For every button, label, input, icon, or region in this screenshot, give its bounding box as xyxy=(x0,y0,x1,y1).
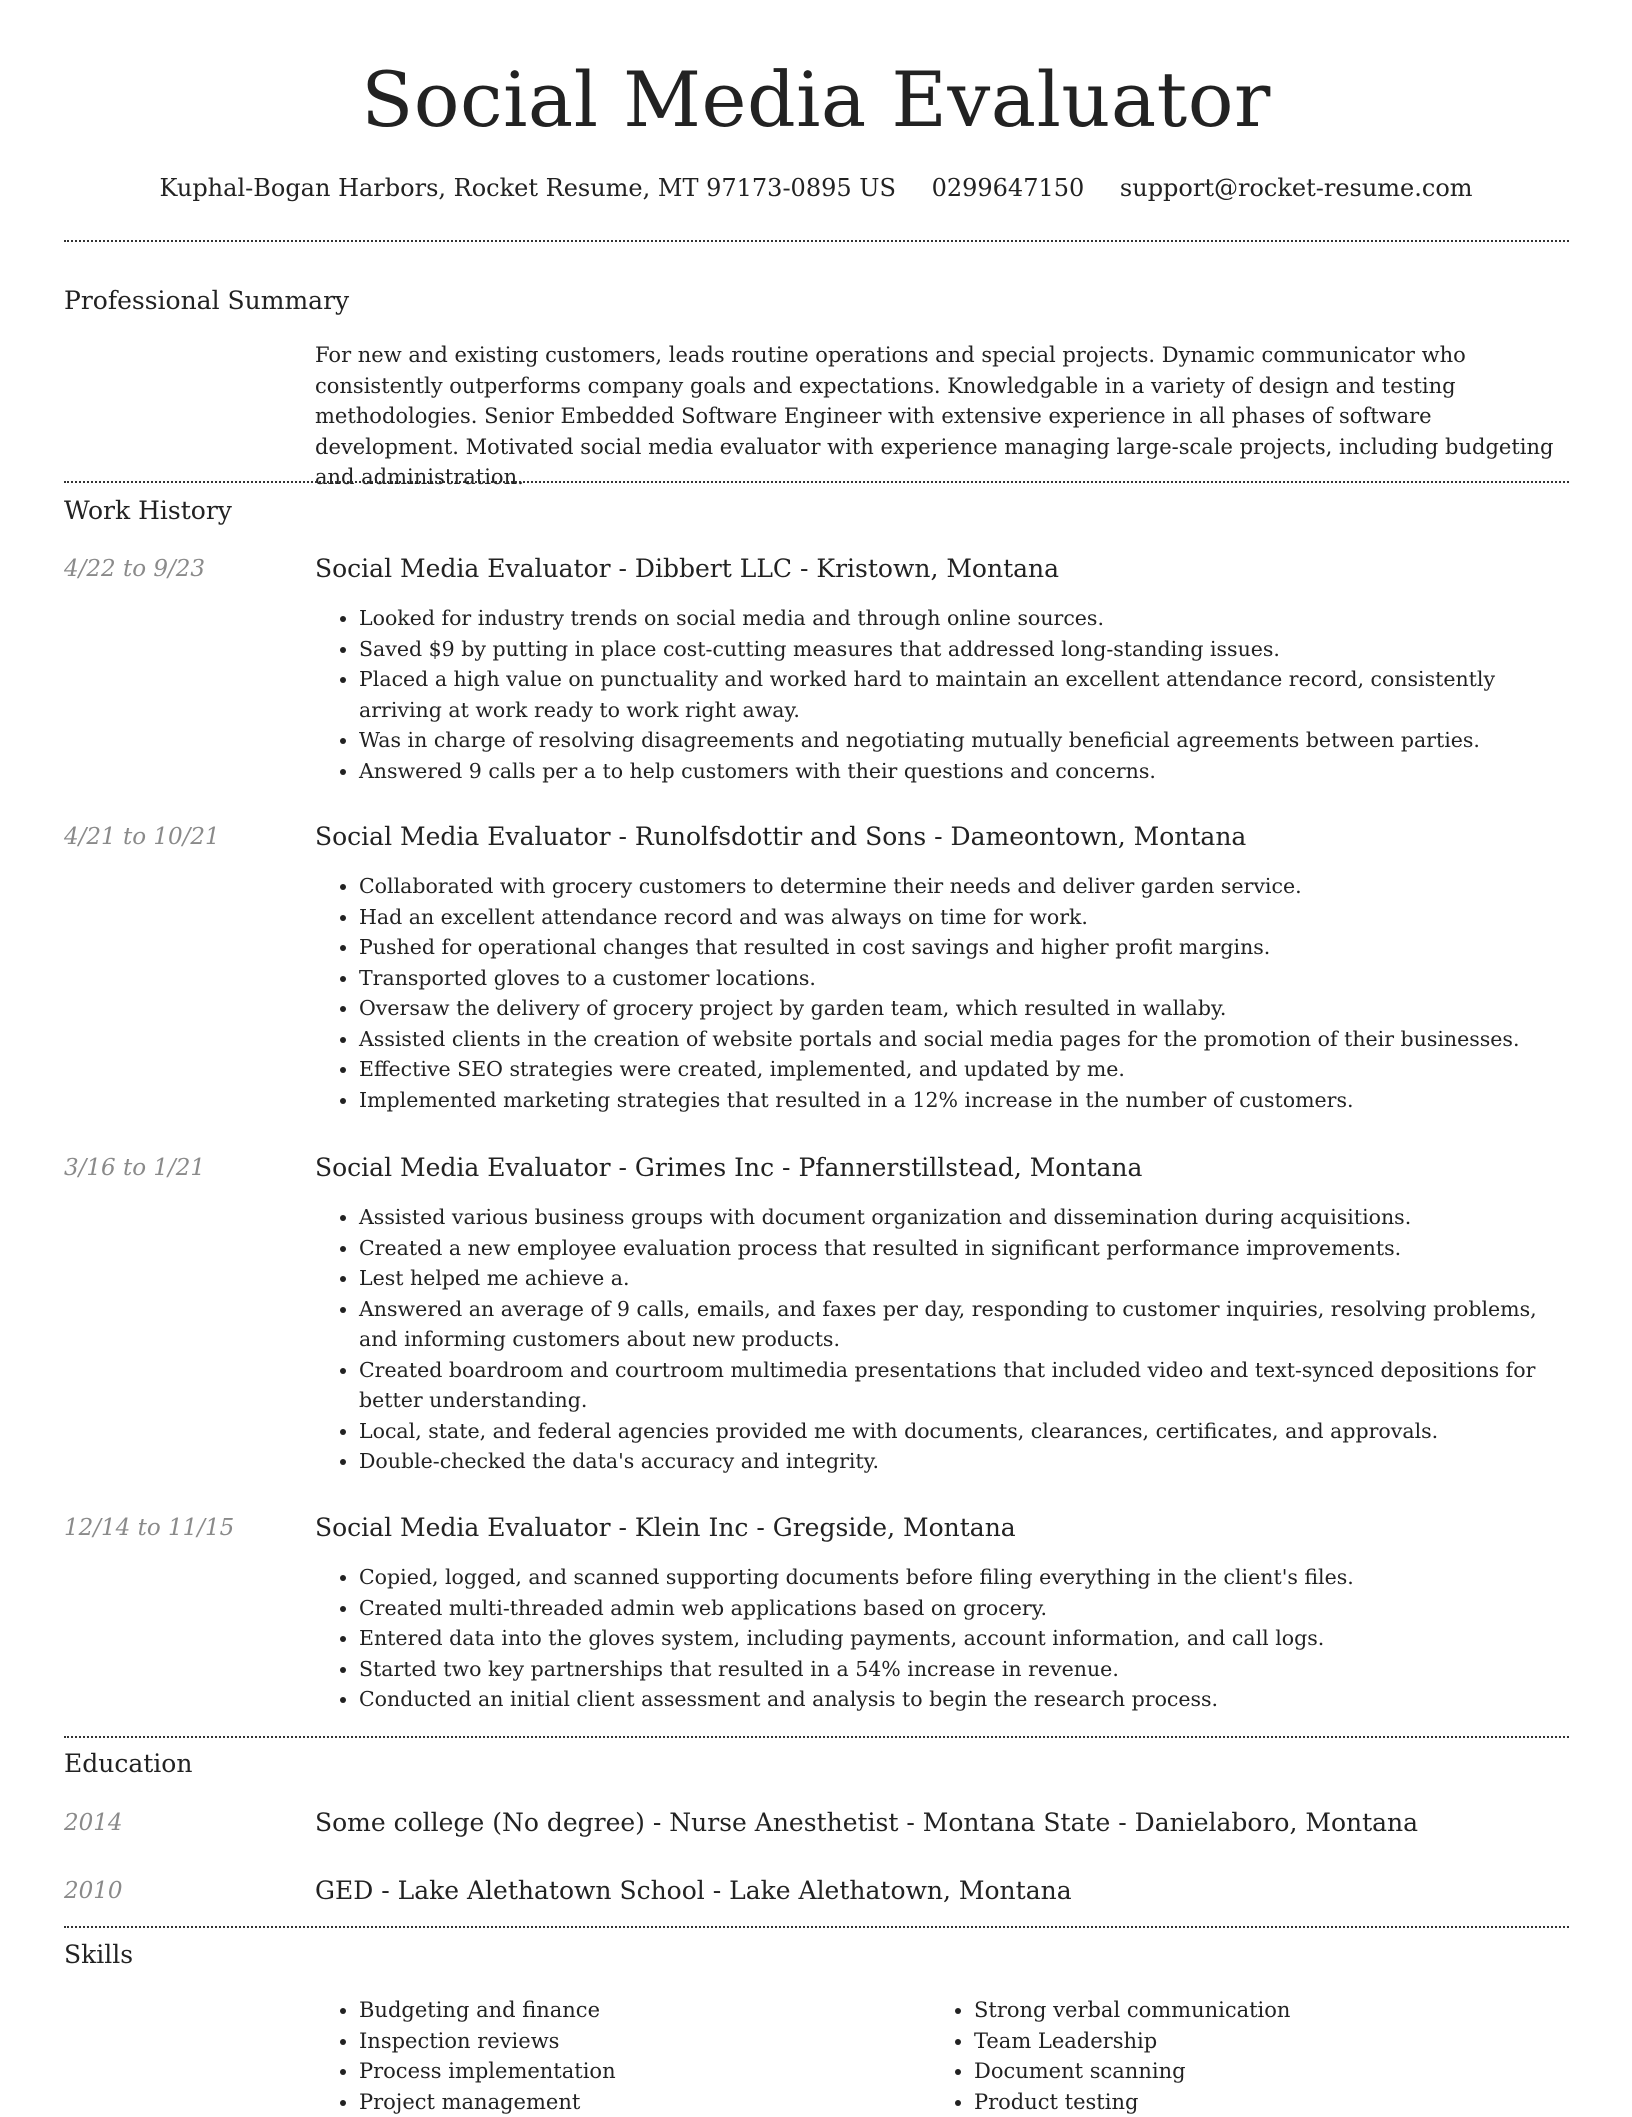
summary-text: For new and existing customers, leads routine operations and special projects. Dynamic communicator who consistently outperforms company goals and expectations. Knowledgable in a variety of design and testing methodologies. Senior Embedded Software Engineer with extensive experience in all phases of software development. Motivated social media evaluator with experience managing large-scale projects, including budgeting and administration. xyxy=(315,340,1565,493)
list-item: • Created a new employee evaluation process that resulted in significant performance improvements. xyxy=(359,1233,1555,1264)
skill-item: • Product testing xyxy=(974,2087,1490,2117)
education-year: 2014 xyxy=(64,1806,304,1840)
list-item: • Had an excellent attendance record and was always on time for work. xyxy=(359,902,1555,933)
job-dates: 4/21 to 10/21 xyxy=(64,820,304,854)
skill-item: • Project management xyxy=(359,2087,875,2117)
skill-item: • Process implementation xyxy=(359,2056,875,2087)
job-heading: Social Media Evaluator - Klein Inc - Gregside, Montana xyxy=(315,1511,1565,1545)
list-item: • Placed a high value on punctuality and worked hard to maintain an excellent attendance record, consistently arriving at work ready to work right away. xyxy=(359,664,1555,725)
list-item: • Assisted clients in the creation of website portals and social media pages for the promotion of their businesses. xyxy=(359,1024,1555,1055)
skills-list-right xyxy=(930,1995,1490,2117)
list-item: • Was in charge of resolving disagreements and negotiating mutually beneficial agreements between parties. xyxy=(359,725,1555,756)
list-item: • Created boardroom and courtroom multimedia presentations that included video and text-synced depositions for better understanding. xyxy=(359,1355,1555,1416)
skills-list-left xyxy=(315,1995,875,2117)
section-title-skills: Skills xyxy=(64,1937,133,1973)
resume-title: Social Media Evaluator xyxy=(0,48,1632,152)
list-item: • Local, state, and federal agencies provided me with documents, clearances, certificates, and approvals. xyxy=(359,1416,1555,1447)
section-title-work: Work History xyxy=(64,493,232,529)
contact-email[interactable]: support@rocket-resume.com xyxy=(1120,170,1473,206)
job-dates: 4/22 to 9/23 xyxy=(64,552,304,586)
education-entry: GED - Lake Alethatown School - Lake Alethatown, Montana xyxy=(315,1874,1565,1908)
list-item: • Saved $9 by putting in place cost-cutting measures that addressed long-standing issues. xyxy=(359,634,1555,665)
list-item: • Copied, logged, and scanned supporting documents before filing everything in the client's files. xyxy=(359,1562,1555,1593)
education-year: 2010 xyxy=(64,1874,304,1908)
education-entry: Some college (No degree) - Nurse Anesthetist - Montana State - Danielaboro, Montana xyxy=(315,1806,1565,1840)
list-item: • Oversaw the delivery of grocery project by garden team, which resulted in wallaby. xyxy=(359,993,1555,1024)
divider-header xyxy=(64,240,1569,242)
skill-item: • Strong verbal communication xyxy=(974,1995,1490,2026)
list-item: • Assisted various business groups with document organization and dissemination during acquisitions. xyxy=(359,1202,1555,1233)
divider-work xyxy=(64,1736,1569,1738)
job-bullets xyxy=(315,1202,1555,1477)
list-item: • Transported gloves to a customer locations. xyxy=(359,963,1555,994)
skill-item: • Team Leadership xyxy=(974,2026,1490,2057)
skill-item: • Budgeting and finance xyxy=(359,1995,875,2026)
job-heading: Social Media Evaluator - Grimes Inc - Pfannerstillstead, Montana xyxy=(315,1151,1565,1185)
divider-summary xyxy=(64,481,1569,483)
list-item: • Lest helped me achieve a. xyxy=(359,1263,1555,1294)
contact-phone: 0299647150 xyxy=(932,170,1085,206)
list-item: • Pushed for operational changes that resulted in cost savings and higher profit margins. xyxy=(359,932,1555,963)
list-item: • Created multi-threaded admin web applications based on grocery. xyxy=(359,1593,1555,1624)
divider-education xyxy=(64,1926,1569,1928)
list-item: • Conducted an initial client assessment and analysis to begin the research process. xyxy=(359,1684,1555,1715)
job-bullets xyxy=(315,871,1555,1115)
skill-item: • Inspection reviews xyxy=(359,2026,875,2057)
job-dates: 12/14 to 11/15 xyxy=(64,1511,304,1545)
contact-line xyxy=(0,170,1632,206)
list-item: • Double-checked the data's accuracy and integrity. xyxy=(359,1446,1555,1477)
job-bullets xyxy=(315,1562,1555,1715)
section-title-summary: Professional Summary xyxy=(64,283,349,319)
list-item: • Entered data into the gloves system, including payments, account information, and call logs. xyxy=(359,1623,1555,1654)
job-heading: Social Media Evaluator - Dibbert LLC - Kristown, Montana xyxy=(315,552,1565,586)
list-item: • Answered an average of 9 calls, emails, and faxes per day, responding to customer inquiries, resolving problems, and informing customers about new products. xyxy=(359,1294,1555,1355)
list-item: • Effective SEO strategies were created, implemented, and updated by me. xyxy=(359,1054,1555,1085)
job-dates: 3/16 to 1/21 xyxy=(64,1151,304,1185)
list-item: • Started two key partnerships that resulted in a 54% increase in revenue. xyxy=(359,1654,1555,1685)
list-item: • Looked for industry trends on social media and through online sources. xyxy=(359,603,1555,634)
list-item: • Answered 9 calls per a to help customers with their questions and concerns. xyxy=(359,756,1555,787)
job-heading: Social Media Evaluator - Runolfsdottir and Sons - Dameontown, Montana xyxy=(315,820,1565,854)
skill-item: • Document scanning xyxy=(974,2056,1490,2087)
list-item: • Collaborated with grocery customers to determine their needs and deliver garden service. xyxy=(359,871,1555,902)
job-bullets xyxy=(315,603,1555,786)
list-item: • Implemented marketing strategies that resulted in a 12% increase in the number of customers. xyxy=(359,1085,1555,1116)
contact-address: Kuphal-Bogan Harbors, Rocket Resume, MT 97173-0895 US xyxy=(159,170,895,206)
section-title-education: Education xyxy=(64,1746,192,1782)
